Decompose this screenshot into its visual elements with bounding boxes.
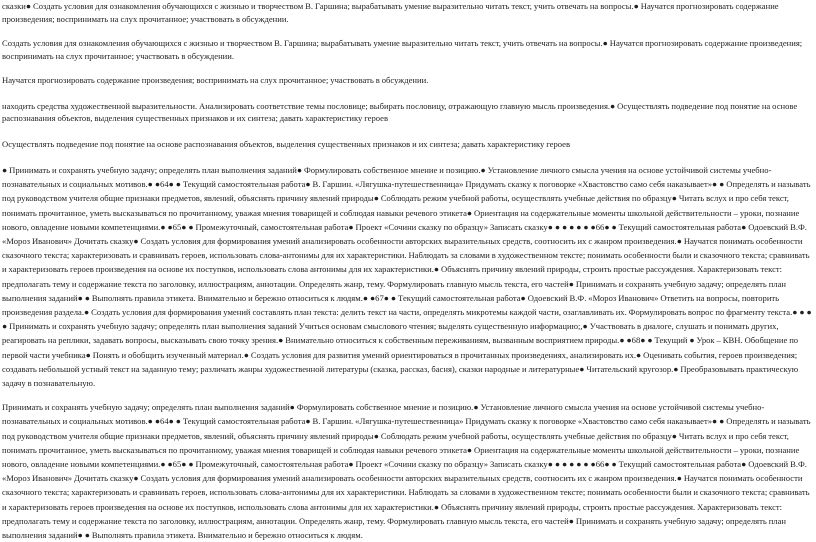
paragraph-7: Принимать и сохранять учебную задачу; определять план выполнения заданий● Формулировать собственное мнение и позицию.● Установление личного смысла учения на основе устойчивой системы учебно-познавательных и социальных мотивов.● ●64● ● Текущий самостоятельная работа● В. Гаршин. «Лягушка-путешественница» Придумать сказку к поговорке «Хвастовство само себя наказывает»● ● Определять и называть под руководством учителя общие признаки предметов, явлений, объяснять причину явлений природы● Соблюдать режим учебной работы, осуществлять учебные действия по образцу● Читать вслух и про себя текст, понимать прочитанное, уметь высказываться по прочитанному, уважая мнения товарищей и соблюдая навыки речевого этикета● Ориентация на содержательные моменты школьной действительности – уроки, познание нового, овладение новыми компетенциями.● ●65● ● Промежуточный, самостоятельная работа● Проект «Сочини сказку по образцу» Записать сказку● ● ● ● ● ● ●66● ● Текущий самостоятельная работа● Одоевский В.Ф. «Мороз Иванович» Дочитать сказку● Создать условия для формирования умений анализировать особенности авторских выразительных средств, соотносить их с жанром произведения.● Научатся понимать особенности сказочного текста; характеризовать и сравнивать героев, использовать слова-антонимы для их характеристики. Наблюдать за словами в художественном тексте; понимать особенности были и сказочного текста; сравнивать и характеризовать героев произведения на основе их поступков, использовать слова антонимы для их характеристики.● Объяснять причину явлений природы, строить простые рассуждения. Характеризовать текст: предполагать тему и содержание текста по заголовку, иллюстрациям, аннотации. Определять жанр, тему. Формулировать главную мысль текста, его частей● Принимать и сохранять учебную задачу; определять план выполнения заданий● ● Выполнять правила этикета. Внимательно и бережно относиться к людям. xyxy=(2,402,811,541)
paragraph-6: ● Принимать и сохранять учебную задачу; определять план выполнения заданий● Формулировать собственное мнение и позицию.● Установление личного смысла учения на основе устойчивой системы учебно-познавательных и социальных мотивов.● ●64● ● Текущий самостоятельная работа● В. Гаршин. «Лягушка-путешественница» Придумать сказку к поговорке «Хвастовство само себя наказывает»● ● Определять и называть под руководством учителя общие признаки предметов, явлений, объяснять причину явлений природы● Соблюдать режим учебной работы, осуществлять учебные действия по образцу● Читать вслух и про себя текст, понимать прочитанное, уметь высказываться по прочитанному, уважая мнения товарищей и соблюдая навыки речевого этикета● Ориентация на содержательные моменты школьной действительности – уроки, познание нового, овладение новыми компетенциями.● ●65● ● Промежуточный, самостоятельная работа● Проект «Сочини сказку по образцу» Записать сказку● ● ● ● ● ● ●66● ● Текущий самостоятельная работа● Одоевский В.Ф. «Мороз Иванович» Дочитать сказку● Создать условия для формирования умений анализировать особенности авторских выразительных средств, соотносить их с жанром произведения.● Научатся понимать особенности сказочного текста; характеризовать и сравнивать героев, использовать слова-антонимы для их характеристики. Наблюдать за словами в художественном тексте; понимать особенности были и сказочного текста; сравнивать и характеризовать героев произведения на основе их поступков, использовать слова антонимы для их характеристики.● Объяснять причину явлений природы, строить простые рассуждения. Характеризовать текст: предполагать тему и содержание текста по заголовку, иллюстрациям, аннотации. Определять жанр, тему. Формулировать главную мысль текста, его частей● Принимать и сохранять учебную задачу; определять план выполнения заданий● ● Выполнять правила этикета. Внимательно и бережно относиться к людям.● ●67● ● Текущий самостоятельная работа● Одоевский В.Ф. «Мороз Иванович» Ответить на вопросы, повторить произведения раздела.● Создать условия для формирования умений составлять план текста: делить текст на части, определять микротемы каждой части, озаглавливать их. Формулировать вопрос по фрагменту текста.● ● ● ● Принимать и сохранять учебную задачу; определять план выполнения заданий Учиться основам смыслового чтения; выделять существенную информацию;,● Участвовать в диалоге, слушать и понимать других, реагировать на реплики, задавать вопросы, высказывать свою точку зрения.● Внимательно относиться к собственным переживаниям, вызванным восприятием природы.● ●68● ● Текущий ● Урок – КВН. Обобщение по первой части учебника● Понять и обобщить изученный материал.● Создать условия для развития умений ориентироваться в прочитанных произведениях, анализировать их.● Оценивать события, героев произведения; создавать небольшой устный текст на заданную тему; различать жанры художественной литературы (сказка, рассказ, басня), сказки народные и литературные● Читательский кругозор.● Преобразовывать практическую задачу в познавательную. xyxy=(2,165,812,389)
paragraph-5: Осуществлять подведение под понятие на основе распознавания объектов, выделения существенных признаков и их синтеза; давать характеристику героев xyxy=(2,138,571,149)
paragraph-3: Научатся прогнозировать содержание произведения; воспринимать на слух прочитанное; участвовать в обсуждении. xyxy=(2,75,429,85)
paragraph-4: находить средства художественной выразительности. Анализировать соответствие темы пословице; выбирать пословицу, отражающую главную мысль произведения.● Осуществлять подведение под понятие на основе распознавания объектов, выделения существенных признаков и их синтеза; давать характеристику героев xyxy=(2,100,798,123)
paragraph-2: Создать условия для ознакомления обучающихся с жизнью и творчеством В. Гаршина; вырабатывать умение выразительно читать текст, учить отвечать на вопросы.● Научатся прогнозировать содержание произведения; воспринимать на слух прочитанное; участвовать в обсуждении. xyxy=(2,38,803,61)
paragraph-1: сказки● Создать условия для ознакомления обучающихся с жизнью и творчеством В. Гаршина; вырабатывать умение выразительно читать текст, учить отвечать на вопросы.● Научатся прогнозировать содержание произведения; воспринимать на слух прочитанное; участвовать в обсуждении. xyxy=(2,1,779,24)
